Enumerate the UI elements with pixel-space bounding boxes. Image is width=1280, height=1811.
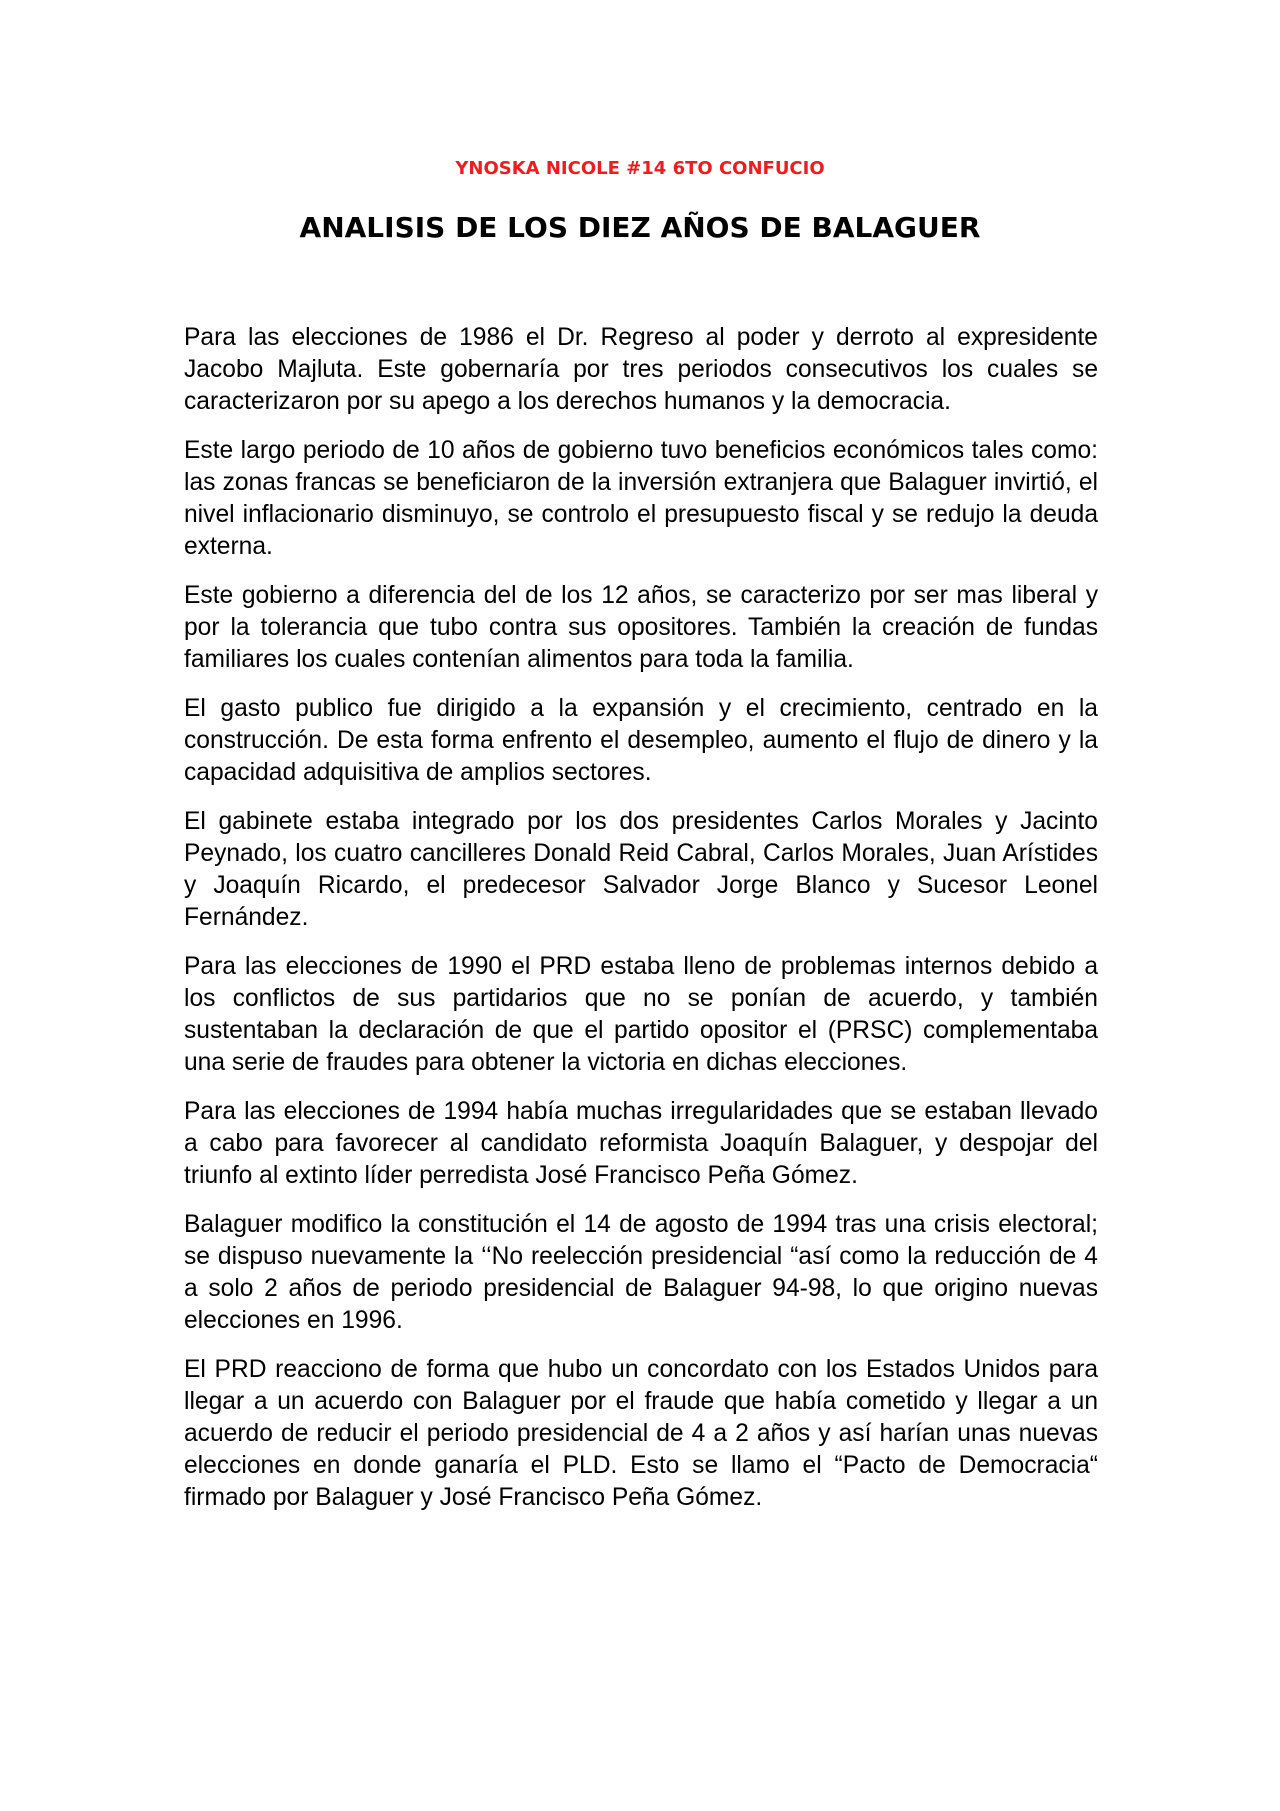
paragraph: Para las elecciones de 1986 el Dr. Regreso al poder y derroto al expresidente Jacobo Majluta. Este gobernaría por tres periodos consecutivos los cuales se caracterizaron por su apego a los derechos humanos y la democracia. [184,324,1105,415]
document-title: ANALISIS DE LOS DIEZ AÑOS DE BALAGUER [299,211,981,244]
paragraph: Balaguer modifico la constitución el 14 de agosto de 1994 tras una crisis electoral; se dispuso nuevamente la ‘‘No reelección presidencial “así como la reducción de 4 a solo 2 años de periodo presidencial de Balaguer 94-98, lo que origino nuevas elecciones en 1996. [184,1211,1105,1334]
paragraph: Para las elecciones de 1990 el PRD estaba lleno de problemas internos debido a los conflictos de sus partidarios que no se ponían de acuerdo, y también sustentaban la declaración de que el partido opositor el (PRSC) complementaba una serie de fraudes para obtener la victoria en dichas elecciones. [184,953,1105,1076]
paragraph: El gasto publico fue dirigido a la expansión y el crecimiento, centrado en la construcción. De esta forma enfrento el desempleo, aumento el flujo de dinero y la capacidad adquisitiva de amplios sectores. [184,695,1105,786]
paragraph: Este largo periodo de 10 años de gobierno tuvo beneficios económicos tales como: las zonas francas se beneficiaron de la inversión extranjera que Balaguer invirtió, el nivel inflacionario disminuyo, se controlo el presupuesto fiscal y se redujo la deuda externa. [184,437,1112,560]
author-line: YNOSKA NICOLE #14 6TO CONFUCIO [455,158,825,179]
paragraph: Este gobierno a diferencia del de los 12 años, se caracterizo por ser mas liberal y por la tolerancia que tubo contra sus opositores. También la creación de fundas familiares los cuales contenían alimentos para toda la familia. [184,582,1105,673]
paragraph: El PRD reacciono de forma que hubo un concordato con los Estados Unidos para llegar a un acuerdo con Balaguer por el fraude que había cometido y llegar a un acuerdo de reducir el periodo presidencial de 4 a 2 años y así harían unas nuevas elecciones en donde ganaría el PLD. Esto se llamo el “Pacto de Democracia“ firmado por Balaguer y José Francisco Peña Gómez. [184,1356,1105,1511]
document-body [184,322,1112,1531]
paragraph: El gabinete estaba integrado por los dos presidentes Carlos Morales y Jacinto Peynado, los cuatro cancilleres Donald Reid Cabral, Carlos Morales, Juan Arístides y Joaquín Ricardo, el predecesor Salvador Jorge Blanco y Sucesor Leonel Fernández. [184,808,1105,931]
paragraph: Para las elecciones de 1994 había muchas irregularidades que se estaban llevado a cabo para favorecer al candidato reformista Joaquín Balaguer, y despojar del triunfo al extinto líder perredista José Francisco Peña Gómez. [184,1098,1105,1189]
